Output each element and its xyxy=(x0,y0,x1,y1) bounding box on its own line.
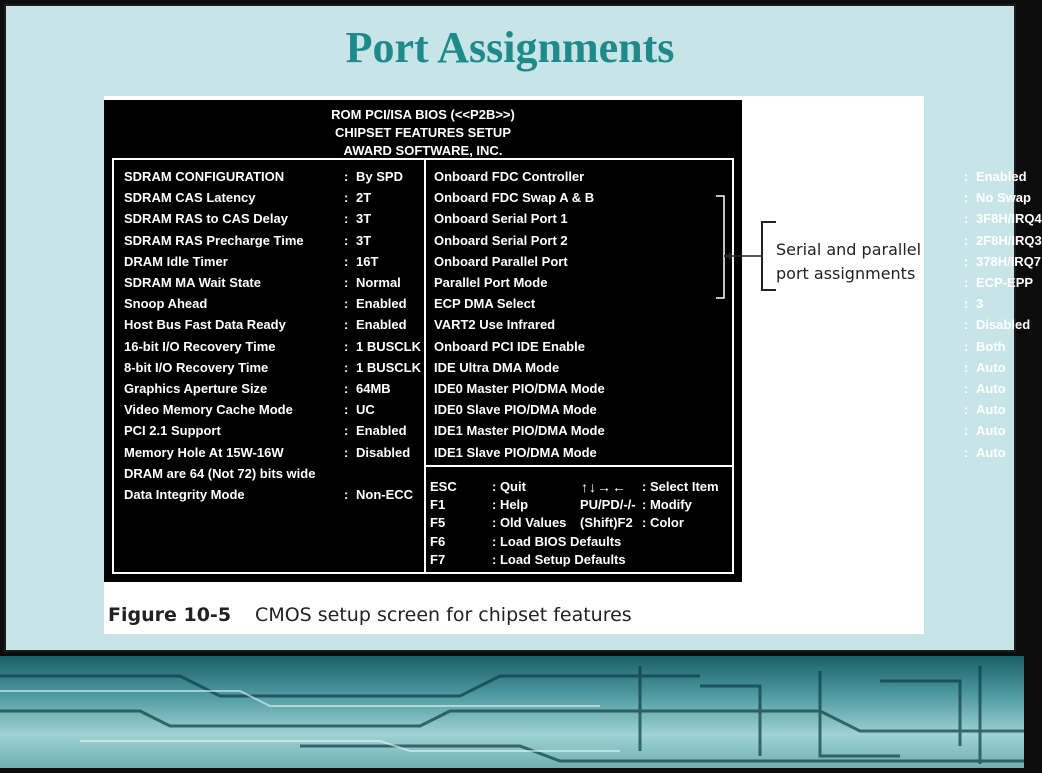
callout-line: Serial and parallel xyxy=(776,240,922,259)
setting-label: PCI 2.1 Support xyxy=(124,423,221,439)
setting-value[interactable]: 3T xyxy=(356,211,372,227)
setting-value[interactable]: Normal xyxy=(356,275,401,290)
setting-label: IDE0 Master PIO/DMA Mode xyxy=(434,381,605,396)
setting-colon: : xyxy=(964,211,969,227)
setting-label: Parallel Port Mode xyxy=(434,275,548,290)
arrow-keys-icon: ↑↓→← xyxy=(581,479,627,495)
figure xyxy=(104,96,1042,634)
setting-label: Onboard Serial Port 2 xyxy=(434,232,568,248)
setting-value[interactable]: Disabled xyxy=(356,444,411,460)
setting-label: DRAM Idle Timer xyxy=(124,253,228,269)
setting-colon: : xyxy=(344,253,349,269)
setting-label: Onboard FDC Controller xyxy=(434,169,585,184)
key-help-right: : Select Item xyxy=(642,479,719,494)
setting-colon: : xyxy=(344,402,349,418)
setting-value[interactable]: Auto xyxy=(976,423,1006,439)
setting-value[interactable]: No Swap xyxy=(976,190,1031,206)
setting-value[interactable]: Enabled xyxy=(356,317,407,333)
setting-value[interactable]: Auto xyxy=(976,359,1006,375)
key-help-key: ESC xyxy=(430,479,457,494)
key-help-key: F5 xyxy=(430,515,446,531)
setting-label: IDE0 Slave PIO/DMA Mode xyxy=(434,402,597,418)
key-help-action: : Load BIOS Defaults xyxy=(492,533,622,549)
setting-label: Host Bus Fast Data Ready xyxy=(124,317,286,333)
setting-colon: : xyxy=(344,211,349,227)
key-help-action: : Quit xyxy=(492,479,526,494)
setting-colon: : xyxy=(344,232,349,248)
setting-value[interactable]: 16T xyxy=(356,253,379,269)
figure-caption xyxy=(108,604,632,626)
setting-label: Onboard FDC Swap A & B xyxy=(434,190,595,206)
setting-value[interactable]: Enabled xyxy=(356,296,407,312)
setting-label: IDE Ultra DMA Mode xyxy=(434,359,560,375)
key-help-action: : Old Values xyxy=(492,515,567,531)
key-help-mid: PU/PD/-/- xyxy=(580,497,636,513)
setting-label: SDRAM MA Wait State xyxy=(124,275,261,290)
setting-label: VART2 Use Infrared xyxy=(434,317,556,333)
setting-value[interactable]: 3F8H/IRQ4 xyxy=(976,211,1042,227)
setting-colon: : xyxy=(964,253,969,269)
setting-value[interactable]: Auto xyxy=(976,381,1006,396)
setting-label: IDE1 Slave PIO/DMA Mode xyxy=(434,444,597,460)
decorative-circuit-banner xyxy=(0,656,1024,768)
setting-value[interactable]: Enabled xyxy=(976,169,1027,184)
setting-label: Graphics Aperture Size xyxy=(124,381,268,396)
key-help-key: F7 xyxy=(430,551,446,567)
slide-title: Port Assignments xyxy=(345,23,675,72)
setting-colon: : xyxy=(964,296,969,312)
setting-colon: : xyxy=(344,423,349,439)
bios-divider-horizontal xyxy=(424,465,732,467)
setting-colon: : xyxy=(964,338,969,354)
setting-value[interactable]: By SPD xyxy=(356,169,403,184)
setting-label: Video Memory Cache Mode xyxy=(124,402,293,418)
setting-colon: : xyxy=(344,169,349,184)
setting-label: Onboard Serial Port 1 xyxy=(434,211,568,227)
key-help-key: F6 xyxy=(430,533,446,549)
bios-header-line: CHIPSET FEATURES SETUP xyxy=(334,125,511,140)
setting-colon: : xyxy=(344,487,349,502)
setting-colon: : xyxy=(964,190,969,206)
key-help-action: : Help xyxy=(492,497,529,513)
setting-label: ECP DMA Select xyxy=(434,296,536,312)
circuit-pattern xyxy=(0,656,1024,768)
setting-colon: : xyxy=(964,232,969,248)
setting-value[interactable]: 2F8H/IRQ3 xyxy=(976,232,1042,248)
setting-colon: : xyxy=(964,359,969,375)
setting-value[interactable]: UC xyxy=(356,402,375,418)
setting-label: Memory Hole At 15W-16W xyxy=(124,444,284,460)
setting-colon: : xyxy=(344,338,349,354)
setting-value[interactable]: 2T xyxy=(356,190,372,206)
setting-label: Data Integrity Mode xyxy=(124,487,245,502)
bios-header-line: AWARD SOFTWARE, INC. xyxy=(343,143,503,158)
slide-panel xyxy=(4,4,1042,652)
setting-label: SDRAM CAS Latency xyxy=(124,190,256,206)
setting-colon: : xyxy=(964,444,969,460)
key-help-action: : Load Setup Defaults xyxy=(492,551,626,567)
setting-label: Onboard Parallel Port xyxy=(434,253,568,269)
callout-text xyxy=(776,238,926,286)
setting-value[interactable]: ECP-EPP xyxy=(976,275,1034,290)
caption-text: CMOS setup screen for chipset features xyxy=(255,604,632,626)
setting-colon: : xyxy=(344,296,349,312)
setting-colon: : xyxy=(344,317,349,333)
setting-value[interactable]: 1 BUSCLK xyxy=(356,359,422,375)
setting-colon: : xyxy=(344,359,349,375)
setting-label: 8-bit I/O Recovery Time xyxy=(124,359,269,375)
key-help-key: F1 xyxy=(430,497,446,513)
setting-label: SDRAM RAS Precharge Time xyxy=(124,232,304,248)
setting-value[interactable]: Disabled xyxy=(976,317,1031,333)
setting-colon: : xyxy=(344,444,349,460)
setting-label: DRAM are 64 (Not 72) bits wide xyxy=(124,465,316,481)
key-help-mid: (Shift)F2 xyxy=(580,515,633,531)
setting-colon: : xyxy=(344,381,349,396)
setting-value[interactable]: Enabled xyxy=(356,423,407,439)
setting-colon: : xyxy=(344,275,349,290)
callout-bracket xyxy=(716,194,780,304)
setting-label: Snoop Ahead xyxy=(124,296,208,312)
setting-colon: : xyxy=(964,317,969,333)
setting-colon: : xyxy=(344,190,349,206)
setting-value[interactable]: 378H/IRQ7 xyxy=(976,253,1042,269)
bios-header xyxy=(104,106,742,160)
bios-divider-vertical xyxy=(424,160,426,572)
key-help-right: : Color xyxy=(642,515,684,531)
setting-label: 16-bit I/O Recovery Time xyxy=(124,338,276,354)
setting-colon: : xyxy=(964,275,969,290)
setting-colon: : xyxy=(964,169,969,184)
bios-header-line: ROM PCI/ISA BIOS (<<P2B>>) xyxy=(331,107,515,122)
setting-colon: : xyxy=(964,402,969,418)
setting-colon: : xyxy=(964,381,969,396)
setting-value[interactable]: Both xyxy=(976,338,1006,354)
setting-value[interactable]: 64MB xyxy=(356,381,391,396)
callout-line: port assignments xyxy=(776,264,916,283)
setting-value[interactable]: Non-ECC xyxy=(356,487,414,502)
setting-value[interactable]: 3 xyxy=(976,296,984,312)
setting-label: Onboard PCI IDE Enable xyxy=(434,338,585,354)
setting-label: SDRAM CONFIGURATION xyxy=(124,169,285,184)
setting-value[interactable]: Auto xyxy=(976,444,1006,460)
figure-number: Figure 10-5 xyxy=(108,604,232,626)
setting-value[interactable]: 3T xyxy=(356,232,372,248)
setting-value[interactable]: 1 BUSCLK xyxy=(356,338,422,354)
key-help-right: : Modify xyxy=(642,497,692,513)
setting-value[interactable]: Auto xyxy=(976,402,1006,418)
setting-label: IDE1 Master PIO/DMA Mode xyxy=(434,423,605,439)
setting-colon: : xyxy=(964,423,969,439)
setting-label: SDRAM RAS to CAS Delay xyxy=(124,211,288,227)
